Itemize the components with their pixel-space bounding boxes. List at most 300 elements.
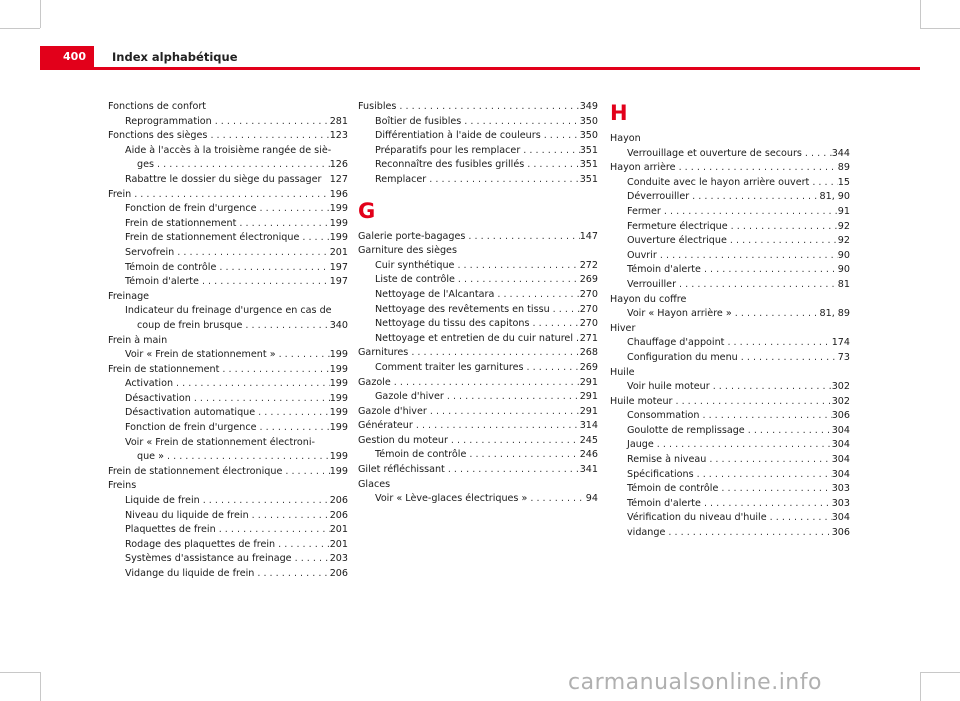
entry-text: Témoin d'alerte (125, 276, 199, 288)
entry-row (627, 249, 850, 264)
index-subentry (358, 144, 598, 159)
entry-text: Préparatifs pour les remplacer (375, 144, 521, 156)
leader-dots (173, 377, 330, 392)
entry-text: Freins (108, 480, 137, 492)
page-ref: 306 (831, 410, 850, 422)
leader-dots (282, 465, 329, 480)
leader-dots (216, 523, 330, 538)
index-subentry (358, 129, 598, 144)
entry-text: Activation (125, 378, 174, 390)
page-ref: 270 (579, 318, 598, 330)
page-ref: 197 (329, 276, 348, 288)
leader-dots (219, 363, 329, 378)
page-ref: 291 (579, 376, 598, 388)
entry-text: Garniture des sièges (358, 245, 457, 257)
entry-text: Générateur (358, 420, 413, 432)
page-ref: 203 (329, 553, 348, 565)
leader-dots (255, 406, 330, 421)
index-entry (358, 244, 598, 259)
page-ref: 349 (579, 101, 598, 112)
entry-row (358, 434, 598, 449)
page-ref: 291 (579, 391, 598, 403)
page-ref: 199 (329, 422, 348, 434)
leader-dots (207, 129, 329, 144)
leader-dots (212, 115, 330, 130)
page-ref: 15 (837, 176, 850, 188)
leader-dots (455, 273, 580, 288)
page-ref: 199 (329, 203, 348, 215)
page-ref: 351 (579, 144, 598, 156)
leader-dots (413, 419, 580, 434)
index-entry (108, 363, 348, 378)
leader-dots (541, 129, 580, 144)
page-ref: 199 (329, 465, 348, 477)
index-subentry (610, 497, 850, 512)
index-subentry (610, 220, 850, 235)
entry-text: vidange (627, 527, 666, 539)
entry-row (125, 231, 348, 246)
index-subentry (108, 509, 348, 524)
index-subentry (358, 361, 598, 376)
entry-row (375, 390, 598, 405)
leader-dots (672, 395, 831, 410)
entry-text: que » (137, 451, 164, 463)
entry-text: Gazole d'hiver (358, 405, 427, 417)
entry-text: Liste de contrôle (375, 274, 455, 286)
index-entry (108, 465, 348, 480)
leader-dots (727, 234, 838, 249)
entry-text: Nettoyage du tissu des capitons (375, 318, 530, 330)
crop-mark (0, 28, 40, 29)
page-ref: 304 (831, 468, 850, 480)
entry-row (627, 409, 850, 424)
entry-row (358, 100, 598, 115)
page-ref: 92 (837, 235, 850, 247)
index-subentry (358, 317, 598, 332)
entry-text: Nettoyage et entretien de du cuir naturel . (375, 332, 580, 344)
entry-text: Servofrein (125, 246, 175, 258)
page-ref: 201 (329, 538, 348, 550)
entry-row (125, 173, 348, 188)
index-subentry (108, 538, 348, 553)
entry-row (375, 361, 598, 376)
entry-text: Goulotte de remplissage (627, 424, 745, 436)
page-ref: 81, 90 (819, 191, 850, 203)
index-entry (108, 479, 348, 494)
leader-dots (242, 319, 329, 334)
index-subentry (358, 448, 598, 463)
page-ref: 341 (579, 464, 598, 476)
crop-mark (920, 672, 921, 701)
index-subentry (108, 567, 348, 582)
index-subentry (358, 273, 598, 288)
page-ref: 314 (579, 420, 598, 432)
entry-row (627, 220, 850, 235)
leader-dots (461, 115, 579, 130)
leader-dots (292, 552, 330, 567)
entry-text: Hayon (610, 133, 641, 144)
entry-text: Hiver (610, 322, 636, 334)
entry-text: Reprogrammation (125, 115, 212, 127)
index-entry (610, 161, 850, 176)
page-ref: 199 (329, 217, 348, 229)
entry-row (610, 366, 850, 381)
page-ref: 270 (579, 303, 598, 315)
leader-dots (448, 434, 580, 449)
leader-dots (200, 494, 330, 509)
watermark: carmanualsonline.info (568, 670, 822, 695)
entry-row (358, 230, 598, 245)
index-subentry (610, 307, 850, 322)
entry-row (375, 448, 598, 463)
index-subentry (610, 511, 850, 526)
entry-row (375, 288, 598, 303)
entry-text: Glaces (358, 478, 391, 490)
index-subentry (610, 453, 850, 468)
index-subentry (108, 406, 348, 421)
leader-dots (724, 336, 831, 351)
leader-dots (216, 261, 329, 276)
page-ref: 81 (837, 278, 850, 290)
page-ref: 201 (329, 524, 348, 536)
entry-text: Configuration du menu (627, 351, 738, 363)
entry-row (627, 468, 850, 483)
index-subentry (610, 249, 850, 264)
page-ref: 199 (329, 378, 348, 390)
leader-dots (427, 405, 580, 420)
page-ref: 303 (831, 483, 850, 495)
page-ref: 351 (579, 159, 598, 171)
leader-dots (665, 526, 831, 541)
entry-text: Hayon du coffre (610, 293, 687, 305)
entry-text: Fermeture électrique (627, 220, 728, 232)
entry-row (375, 173, 598, 188)
entry-row (627, 482, 850, 497)
entry-text: Comment traiter les garnitures (375, 361, 524, 373)
leader-dots (706, 453, 831, 468)
entry-row (627, 147, 850, 162)
entry-row (610, 395, 850, 410)
entry-row (125, 158, 348, 173)
entry-text: Systèmes d'assistance au freinage (125, 553, 292, 565)
entry-row (627, 424, 850, 439)
entry-row (627, 497, 850, 512)
index-entry (610, 132, 850, 147)
entry-row (627, 511, 850, 526)
entry-text: Voir « Hayon arrière » (627, 308, 732, 320)
leader-dots (738, 351, 838, 366)
entry-text: Frein à main (108, 334, 168, 346)
leader-dots (299, 231, 329, 246)
page-ref: 73 (837, 351, 850, 363)
index-subentry (358, 173, 598, 188)
entry-row (125, 494, 348, 509)
page-ref: 281 (329, 115, 348, 127)
entry-row (627, 234, 850, 249)
page-ref: 344 (831, 147, 850, 159)
entry-row (627, 336, 850, 351)
index-entry (358, 346, 598, 361)
crop-mark (920, 28, 960, 29)
page-ref: 81, 89 (819, 308, 850, 320)
index-entry (108, 290, 348, 305)
entry-text: Témoin d'alerte (627, 497, 701, 509)
entry-row (375, 332, 598, 347)
index-subentry (358, 303, 598, 318)
entry-row (627, 190, 850, 205)
index-entry (358, 478, 598, 493)
leader-dots (236, 217, 329, 232)
entry-text: Ouvrir (627, 249, 657, 261)
entry-row (375, 317, 598, 332)
page-ref: 246 (579, 449, 598, 461)
leader-dots (809, 176, 837, 191)
entry-text: Huile (610, 366, 635, 378)
section-letter: G (358, 198, 376, 223)
crop-mark (0, 672, 40, 673)
page-ref: 199 (329, 451, 348, 463)
page-ref: 201 (329, 246, 348, 258)
page-ref: 199 (329, 392, 348, 404)
entry-text: Cuir synthétique (375, 259, 455, 271)
leader-dots (710, 380, 832, 395)
entry-text: Frein (108, 188, 132, 200)
page-ref: 269 (579, 274, 598, 286)
entry-row (627, 176, 850, 191)
entry-text: Frein de stationnement électronique (125, 232, 300, 244)
page-ref: 340 (329, 319, 348, 331)
leader-dots (131, 188, 329, 203)
index-subentry (108, 115, 348, 130)
entry-text: Frein de stationnement électronique (108, 465, 283, 477)
page-ref: 304 (831, 454, 850, 466)
index-subentry (358, 332, 598, 347)
entry-text: Spécifications (627, 468, 694, 480)
leader-dots (732, 307, 820, 322)
index-entry (358, 419, 598, 434)
index-subentry (108, 523, 348, 538)
page-number: 400 (40, 46, 94, 68)
leader-dots (657, 249, 838, 264)
page-ref: 303 (831, 497, 850, 509)
page-ref: 269 (579, 361, 598, 373)
page-ref: 199 (329, 407, 348, 419)
entry-text: Témoin de contrôle (375, 449, 467, 461)
leader-dots (164, 450, 330, 465)
entry-text: coup de frein brusque (137, 319, 243, 331)
entry-text: Fonctions de confort (108, 101, 207, 112)
entry-text: Plaquettes de frein (125, 524, 216, 536)
entry-row (125, 115, 348, 130)
entry-row (627, 526, 850, 541)
entry-text: Boîtier de fusibles (375, 115, 462, 127)
entry-row (108, 363, 348, 378)
page-ref: 89 (837, 162, 850, 174)
index-subentry (108, 202, 348, 217)
entry-text: Freinage (108, 290, 150, 302)
entry-row (627, 205, 850, 220)
entry-text: Désactivation (125, 392, 191, 404)
index-subentry (108, 261, 348, 276)
entry-text: Fonction de frein d'urgence (125, 203, 257, 215)
entry-text: Voir « Frein de stationnement électroni- (125, 436, 316, 448)
section-letter: H (610, 101, 628, 125)
entry-text: Ouverture électrique (627, 235, 727, 247)
entry-text: Galerie porte-bagages (358, 230, 466, 242)
leader-dots (527, 492, 585, 507)
leader-dots (174, 246, 329, 261)
page-ref: 245 (579, 434, 598, 446)
entry-row (125, 392, 348, 407)
leader-dots (676, 278, 838, 293)
entry-text: Conduite avec le hayon arrière ouvert (627, 176, 810, 188)
entry-row (125, 261, 348, 276)
entry-row (125, 348, 348, 363)
page-ref: 206 (329, 568, 348, 579)
leader-dots (408, 346, 579, 361)
index-subentry (358, 492, 598, 507)
leader-dots (520, 144, 579, 159)
entry-text: Remise à niveau (627, 454, 707, 466)
index-subentry (610, 336, 850, 351)
page-ref: 92 (837, 220, 850, 232)
entry-row (358, 346, 598, 361)
index-subentry (610, 176, 850, 191)
leader-dots (257, 421, 330, 436)
entry-text: Voir « Lève-glaces électriques » (375, 493, 528, 505)
leader-dots (275, 538, 330, 553)
entry-row (610, 132, 850, 147)
index-subentry (610, 424, 850, 439)
entry-text: Fermer (627, 205, 661, 217)
index-subentry (108, 304, 348, 333)
leader-dots (550, 303, 580, 318)
entry-text: Rabattre le dossier du siège du passager (125, 173, 322, 185)
leader-dots (530, 317, 580, 332)
index-entry (358, 434, 598, 449)
entry-row (610, 293, 850, 308)
entry-text: Nettoyage des revêtements en tissu (375, 303, 550, 315)
page-ref: 272 (579, 259, 598, 271)
index-subentry (610, 351, 850, 366)
leader-dots (699, 409, 831, 424)
entry-text: Désactivation automatique (125, 407, 256, 419)
entry-text: Niveau du liquide de frein (125, 509, 249, 521)
entry-text: Différentiation à l'aide de couleurs (375, 130, 541, 142)
entry-text: Vidange du liquide de frein (125, 568, 255, 579)
entry-text: Liquide de frein (125, 495, 200, 507)
index-subentry (610, 205, 850, 220)
page-ref: 127 (329, 173, 348, 185)
page-ref: 302 (831, 395, 850, 407)
leader-dots (661, 205, 838, 220)
index-subentry (108, 377, 348, 392)
index-column-1 (108, 100, 348, 582)
entry-text: Frein de stationnement (108, 363, 220, 375)
page-ref: 199 (329, 232, 348, 244)
leader-dots (249, 509, 330, 524)
entry-row (375, 273, 598, 288)
page-ref: 147 (579, 230, 598, 242)
entry-text: Témoin de contrôle (627, 483, 719, 495)
page-ref: 271 (579, 332, 598, 344)
entry-text: Fonction de frein d'urgence (125, 422, 257, 434)
page-ref: 291 (579, 405, 598, 417)
page-ref: 306 (831, 527, 850, 539)
leader-dots (524, 361, 580, 376)
page-ref: 350 (579, 115, 598, 127)
leader-dots (745, 424, 832, 439)
page-ref: 302 (831, 381, 850, 393)
entry-text: Verrouiller (627, 278, 677, 290)
entry-text: Verrouillage et ouverture de secours (627, 147, 802, 159)
leader-dots (728, 220, 838, 235)
index-entry (108, 129, 348, 144)
leader-dots (466, 448, 579, 463)
entry-text: Gazole d'hiver (375, 391, 444, 403)
page-ref: 351 (579, 173, 598, 185)
page-ref: 304 (831, 424, 850, 436)
entry-row (108, 334, 348, 349)
leader-dots (445, 463, 580, 478)
page-ref: 199 (329, 363, 348, 375)
leader-dots (191, 392, 330, 407)
entry-text: Consommation (627, 410, 700, 422)
entry-row (358, 419, 598, 434)
page-ref: 197 (329, 261, 348, 273)
index-column-2 (358, 100, 598, 507)
entry-row (125, 421, 348, 436)
entry-row (125, 246, 348, 261)
entry-row (108, 129, 348, 144)
index-subentry (610, 409, 850, 424)
leader-dots (701, 263, 838, 278)
entry-text: Jauge (627, 439, 654, 451)
index-entry (358, 463, 598, 478)
entry-text: Gazole (358, 376, 391, 388)
leader-dots (767, 511, 832, 526)
index-subentry (610, 526, 850, 541)
index-subentry (610, 380, 850, 395)
entry-row (125, 567, 348, 582)
page-ref: 304 (831, 512, 850, 524)
leader-dots (199, 275, 330, 290)
index-entry (610, 293, 850, 308)
header-rule (40, 67, 920, 70)
index-subentry (108, 494, 348, 509)
index-subentry (610, 278, 850, 293)
entry-text: Frein de stationnement (125, 217, 237, 229)
leader-dots (802, 147, 832, 162)
entry-row (358, 376, 598, 391)
index-subentry (108, 246, 348, 261)
entry-row (125, 538, 348, 553)
entry-row (125, 275, 348, 290)
page-ref: 90 (837, 264, 850, 276)
leader-dots (454, 259, 579, 274)
index-subentry (108, 231, 348, 246)
page-ref: 268 (579, 347, 598, 359)
leader-dots (689, 190, 819, 205)
index-entry (610, 395, 850, 410)
page-ref: 206 (329, 509, 348, 521)
index-entry (108, 334, 348, 349)
entry-text: Rodage des plaquettes de frein (125, 538, 276, 550)
entry-row (108, 100, 348, 115)
leader-dots (465, 230, 579, 245)
entry-row (627, 278, 850, 293)
entry-row (125, 406, 348, 421)
